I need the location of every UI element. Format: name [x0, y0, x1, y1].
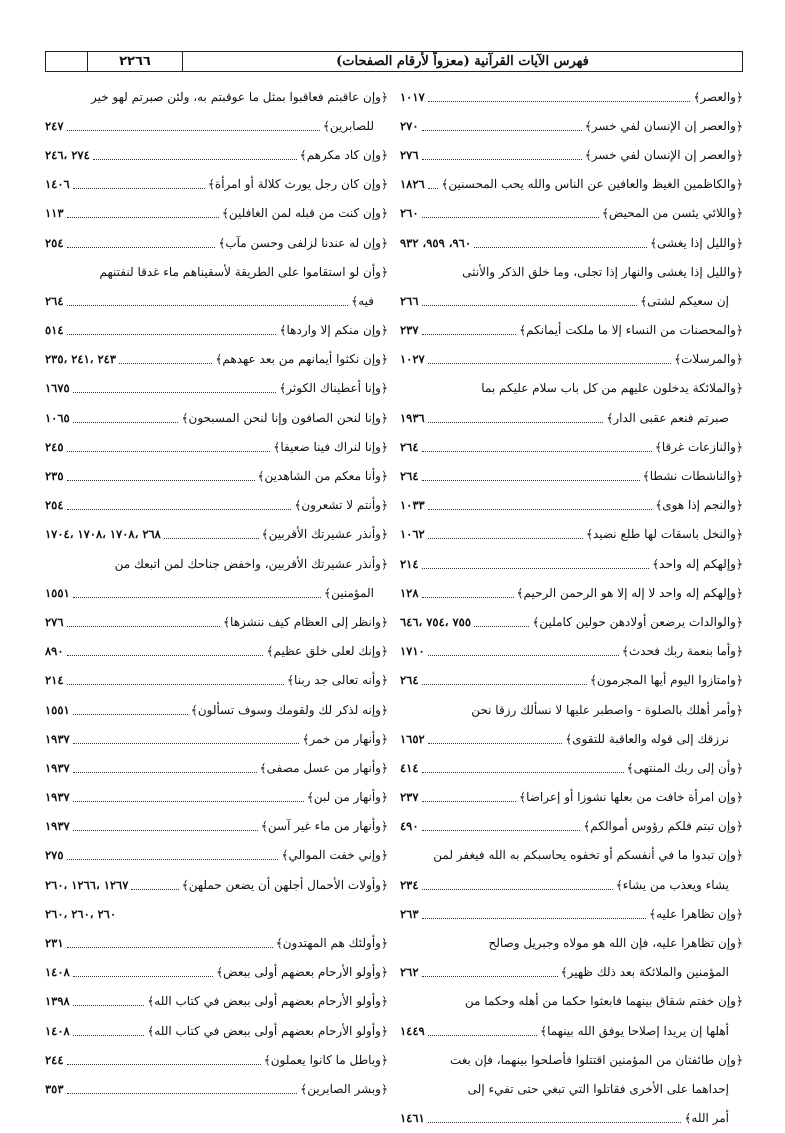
index-entry [45, 461, 388, 490]
index-entry [400, 316, 743, 345]
leader-dots [67, 333, 277, 335]
leader-dots [422, 450, 652, 452]
leader-dots [422, 479, 640, 481]
index-entry [400, 841, 743, 870]
page-reference: ١٠٣٣ [400, 498, 425, 513]
leader-dots [428, 1034, 537, 1036]
verse-text: ﴿وإن كان رجل يورث كلالة أو امرأة﴾ [207, 177, 388, 192]
verse-text: إحداهما على الأخرى فقاتلوا التي تبغي حتى تفيء إلى [467, 1081, 729, 1096]
page-reference: ٢٥٤ [45, 235, 64, 250]
leader-dots [428, 1121, 682, 1123]
verse-text: ﴿والنازعات غرقا﴾ [654, 439, 743, 454]
leader-dots [422, 304, 638, 306]
page-reference: ٢٧٥ [45, 848, 64, 863]
index-entry [400, 140, 743, 169]
index-entry [400, 374, 743, 403]
page-reference: ٩٦٠، ٩٥٩، ٩٣٢ [400, 235, 472, 250]
page-reference: ١٦٥٢ [400, 731, 425, 746]
index-entry [400, 783, 743, 812]
index-entry [400, 870, 743, 899]
index-column-right [400, 82, 743, 1133]
page-reference: ١٦٧٥ [45, 381, 70, 396]
leader-dots [428, 421, 604, 423]
page-reference: ٢٤٥ [45, 439, 64, 454]
index-entry [400, 520, 743, 549]
page-reference: ١٤٦١ [400, 1111, 425, 1126]
verse-text: ﴿وإن تبتم فلكم رؤوس أموالكم﴾ [583, 819, 743, 834]
page-reference: ١٠٢٧ [400, 352, 425, 367]
index-column-left [45, 82, 388, 1104]
index-entry [45, 1016, 388, 1045]
leader-dots [73, 421, 179, 423]
index-entry [45, 578, 388, 607]
verse-text: ﴿وباطل ما كانوا يعملون﴾ [263, 1052, 388, 1067]
page-title: فهرس الآيات القرآنية (معزواً لأرقام الصفحات) [336, 54, 589, 69]
index-entry [400, 286, 743, 315]
page-reference: ١٩٣٧ [45, 760, 70, 775]
page-reference: ٢١٤ [400, 556, 419, 571]
index-entry [400, 257, 743, 286]
page-reference: ٢٧٦ [400, 147, 419, 162]
index-entry [400, 958, 743, 987]
page-reference: ٢٤٣ ،٢٤١ ،٢٣٥ [45, 352, 117, 367]
verse-text: ﴿والنخل باسقات لها طلع نضيد﴾ [585, 527, 743, 542]
index-entry [45, 666, 388, 695]
page-reference: ٢٦٢ [400, 965, 419, 980]
verse-text: ﴿وإنه لذكر لك ولقومك وسوف تسألون﴾ [190, 702, 388, 717]
page-reference: ١٠١٧ [400, 89, 425, 104]
leader-dots [428, 654, 619, 656]
index-entry [400, 695, 743, 724]
index-entry [45, 549, 388, 578]
verse-text: ﴿والعصر إن الإنسان لفي خسر﴾ [584, 118, 743, 133]
leader-dots [422, 129, 582, 131]
verse-text: ﴿وإني خفت الموالي﴾ [281, 848, 388, 863]
page-reference: ٨٩٠ [45, 644, 64, 659]
index-entry [45, 783, 388, 812]
verse-text: ﴿وأولات الأحمال أجلهن أن يضعن حملهن﴾ [181, 877, 388, 892]
verse-text: ﴿وإن منكم إلا واردها﴾ [279, 323, 388, 338]
index-entry [400, 724, 743, 753]
index-entry [400, 228, 743, 257]
page-reference: ٢٤٧ [45, 118, 64, 133]
page-reference: ١٣٩٨ [45, 994, 70, 1009]
page-reference: ٢٧٠ [400, 118, 419, 133]
verse-text: ﴿وإن خفتم شقاق بينهما فابعثوا حكما من أهله وحكما من [464, 994, 743, 1009]
index-entry [45, 257, 388, 286]
leader-dots [422, 596, 514, 598]
verse-text: ﴿وإنا أعطيناك الكوثر﴾ [279, 381, 388, 396]
leader-dots [73, 187, 205, 189]
leader-dots [67, 1092, 298, 1094]
leader-dots [73, 596, 321, 598]
page-reference: ٢٣٥ [45, 469, 64, 484]
verse-text: ﴿وإنك لعلى خلق عظيم﴾ [266, 644, 388, 659]
verse-text: ﴿وأولو الأرحام بعضهم أولى ببعض﴾ [216, 965, 388, 980]
leader-dots [422, 216, 599, 218]
leader-dots [73, 391, 277, 393]
leader-dots [428, 508, 653, 510]
verse-text: ﴿والنجم إذا هوى﴾ [655, 498, 743, 513]
page-reference: ١٩٣٦ [400, 410, 425, 425]
verse-text: ﴿وأولو الأرحام بعضهم أولى ببعض في كتاب الله﴾ [147, 1023, 388, 1038]
leader-dots [428, 362, 671, 364]
verse-text: ﴿وأنذر عشيرتك الأقربين﴾ [261, 527, 388, 542]
verse-text: أمر الله﴾ [684, 1111, 729, 1126]
verse-text: ﴿وإلهكم إله واحد لا إله إلا هو الرحمن الرحيم﴾ [516, 585, 743, 600]
index-entry [45, 724, 388, 753]
index-entry [45, 286, 388, 315]
index-entry [45, 170, 388, 199]
index-entry [400, 199, 743, 228]
verse-text: ﴿وإن كاد مكرهم﴾ [299, 147, 388, 162]
page-reference: ٥١٤ [45, 323, 64, 338]
page-reference: ١٤٠٦ [45, 177, 70, 192]
verse-text: ﴿وأنا معكم من الشاهدين﴾ [257, 469, 388, 484]
verse-text: ﴿وأن إلى ربك المنتهى﴾ [626, 760, 743, 775]
leader-dots [67, 450, 271, 452]
page-reference: ٢٣٧ [400, 790, 419, 805]
index-entry [45, 870, 388, 899]
leader-dots [422, 333, 517, 335]
leader-dots [67, 216, 219, 218]
verse-text: المؤمنين والملائكة بعد ذلك ظهير﴾ [560, 965, 729, 980]
page-reference: ٣٥٣ [45, 1081, 64, 1096]
index-entry [400, 637, 743, 666]
verse-text: ﴿وأنذر عشيرتك الأقربين، واخفض جناحك لمن اتبعك من [114, 556, 388, 571]
leader-dots [422, 683, 587, 685]
verse-text: ﴿وإنا لنحن الصافون وإنا لنحن المسبحون﴾ [181, 410, 388, 425]
page-reference: ٢٥٤ [45, 498, 64, 513]
index-entry [45, 695, 388, 724]
verse-text: ﴿وإنا لنراك فينا ضعيفا﴾ [273, 439, 388, 454]
leader-dots [73, 1034, 145, 1036]
leader-dots [93, 158, 297, 160]
verse-text: ﴿وإن تظاهرا عليه، فإن الله هو مولاه وجبريل وصالح [488, 936, 743, 951]
page-reference: ٢٧٦ [45, 614, 64, 629]
page-reference: ٢١٤ [45, 673, 64, 688]
verse-text: إن سعيكم لشتى﴾ [640, 293, 729, 308]
page-header [45, 51, 743, 72]
page-reference: ١٢٦٧ ،١٢٦٦ ،٢٦٠ [45, 877, 129, 892]
verse-text: ﴿والناشطات نشطا﴾ [642, 469, 743, 484]
index-entry [400, 928, 743, 957]
index-entry [45, 607, 388, 636]
verse-text: ﴿وأنهار من عسل مصفى﴾ [259, 760, 388, 775]
index-entry [45, 987, 388, 1016]
page-reference: ٢٣٤ [400, 877, 419, 892]
index-entry [45, 199, 388, 228]
index-entry [45, 753, 388, 782]
index-entry [45, 316, 388, 345]
index-entry [400, 345, 743, 374]
leader-dots [422, 975, 558, 977]
leader-dots [131, 888, 178, 890]
leader-dots [67, 625, 220, 627]
verse-text: صبرتم فنعم عقبى الدار﴾ [606, 410, 729, 425]
index-entry [400, 491, 743, 520]
index-entry [45, 432, 388, 461]
page-reference: ٤١٤ [400, 760, 419, 775]
index-entry [45, 1045, 388, 1074]
index-entry [400, 899, 743, 928]
leader-dots [73, 742, 300, 744]
leader-dots [67, 858, 279, 860]
index-entry [400, 432, 743, 461]
index-entry [400, 1074, 743, 1103]
index-entry [400, 549, 743, 578]
index-entry [400, 666, 743, 695]
page-reference: ١٩٣٧ [45, 819, 70, 834]
verse-text: ﴿وإن تبدوا ما في أنفسكم أو تخفوه يحاسبكم به الله فيغفر لمن [433, 848, 743, 863]
leader-dots [119, 917, 385, 918]
verse-text: ﴿والليل إذا يغشى والنهار إذا تجلى، وما خلق الذكر والأنثى [462, 264, 743, 279]
index-entry [400, 607, 743, 636]
index-entry [45, 491, 388, 520]
page-reference: ٢٦٣ [400, 906, 419, 921]
verse-text: ﴿والليل إذا يغشى﴾ [649, 235, 743, 250]
verse-text: ﴿وإن عاقبتم فعاقبوا بمثل ما عوقبتم به، ولئن صبرتم لهو خير [90, 89, 388, 104]
verse-text: ﴿والمحصنات من النساء إلا ما ملكت أيمانكم﴾ [519, 323, 743, 338]
index-entry [45, 958, 388, 987]
page-reference: ٢٦٠ ،٢٦٠ ،٢٦٠ [45, 906, 117, 921]
verse-text: ﴿وأنهار من خمر﴾ [302, 731, 388, 746]
page-reference: ١٤٠٨ [45, 965, 70, 980]
index-entry [45, 812, 388, 841]
leader-dots [67, 683, 284, 685]
page-reference: ١٤٠٨ [45, 1023, 70, 1038]
verse-text: ﴿وإن طائفتان من المؤمنين اقتتلوا فأصلحوا بينهما، فإن بغت [449, 1052, 743, 1067]
verse-text: المؤمنين﴾ [324, 585, 374, 600]
verse-text: ﴿والعصر إن الإنسان لفي خسر﴾ [584, 147, 743, 162]
leader-dots [422, 771, 624, 773]
verse-text: ﴿وأولئك هم المهتدون﴾ [275, 936, 388, 951]
leader-dots [119, 362, 212, 364]
leader-dots [73, 829, 258, 831]
page-reference: ٢٦٤ [400, 469, 419, 484]
verse-text: ﴿وامتازوا اليوم أيها المجرمون﴾ [589, 673, 743, 688]
verse-text: ﴿والوالدات يرضعن أولادهن حولين كاملين﴾ [532, 614, 743, 629]
page-reference: ٤٩٠ [400, 819, 419, 834]
leader-dots [422, 800, 517, 802]
index-entry [400, 461, 743, 490]
index-entry [45, 140, 388, 169]
leader-dots [67, 246, 216, 248]
leader-dots [73, 975, 213, 977]
verse-text: ﴿وانظر إلى العظام كيف ننشزها﴾ [223, 614, 388, 629]
leader-dots [67, 479, 255, 481]
leader-dots [164, 537, 259, 539]
leader-dots [422, 567, 650, 569]
page-reference: ٢٦٦ [400, 293, 419, 308]
verse-text: ﴿وإلهكم إله واحد﴾ [652, 556, 743, 571]
header-blank-cell [46, 52, 87, 71]
leader-dots [428, 100, 691, 102]
leader-dots [67, 1063, 261, 1065]
leader-dots [474, 246, 647, 248]
leader-dots [428, 537, 583, 539]
verse-text: ﴿والملائكة يدخلون عليهم من كل باب سلام عليكم بما [481, 381, 743, 396]
page-reference: ١٥٥١ [45, 585, 70, 600]
page-reference: ١٠٦٥ [45, 410, 70, 425]
page-reference: ٢٦٠ [400, 206, 419, 221]
page-reference: ١٢٨ [400, 585, 419, 600]
leader-dots [422, 158, 582, 160]
page-reference: ١٠٦٢ [400, 527, 425, 542]
index-entry [45, 111, 388, 140]
leader-dots [422, 917, 647, 919]
page-reference: ١٩٣٧ [45, 790, 70, 805]
leader-dots [67, 654, 264, 656]
verse-text: ﴿وأنتم لا تشعرون﴾ [294, 498, 388, 513]
page-reference: ٢٣٧ [400, 323, 419, 338]
leader-dots [67, 946, 273, 948]
verse-text: ﴿وأنهار من لبن﴾ [306, 790, 388, 805]
index-entry [400, 578, 743, 607]
verse-text: ﴿وأولو الأرحام بعضهم أولى ببعض في كتاب الله﴾ [147, 994, 388, 1009]
leader-dots [67, 129, 320, 131]
page-reference: ١٨٢٦ [400, 177, 425, 192]
index-entry [400, 1016, 743, 1045]
index-entry [45, 637, 388, 666]
verse-text: ﴿وبشر الصابرين﴾ [300, 1081, 388, 1096]
verse-text: ﴿والعصر﴾ [693, 89, 743, 104]
index-entry [45, 228, 388, 257]
page-reference: ٢٦٤ [400, 673, 419, 688]
index-entry [400, 753, 743, 782]
page-reference: ١٩٣٧ [45, 731, 70, 746]
page-reference: ٧٥٥ ،٧٥٤ ،٦٤٦ [400, 614, 472, 629]
page-reference: ١٥٥١ [45, 702, 70, 717]
index-entry [400, 170, 743, 199]
leader-dots [73, 800, 304, 802]
leader-dots [422, 829, 581, 831]
verse-text: ﴿والكاظمين الغيظ والعافين عن الناس والله يحب المحسنين﴾ [441, 177, 743, 192]
page-reference: ١٧١٠ [400, 644, 425, 659]
index-entry [45, 899, 388, 928]
leader-dots [474, 625, 529, 627]
index-entry [45, 82, 388, 111]
verse-text: ﴿واللائي يئسن من المحيض﴾ [601, 206, 743, 221]
page-reference: ٢٦٤ [400, 439, 419, 454]
leader-dots [73, 1004, 145, 1006]
verse-text: نرزقك إلى قوله والعاقبة للتقوى﴾ [565, 731, 729, 746]
verse-text: ﴿والمرسلات﴾ [674, 352, 743, 367]
verse-text: ﴿وأما بنعمة ربك فحدث﴾ [621, 644, 743, 659]
verse-text: يشاء ويعذب من يشاء﴾ [615, 877, 729, 892]
verse-text: أهلها إن يريدا إصلاحا يوفق الله بينهما﴾ [540, 1023, 729, 1038]
leader-dots [73, 713, 188, 715]
index-entry [400, 812, 743, 841]
page-reference: ٢٦٤ [45, 293, 64, 308]
page-reference: ١٤٤٩ [400, 1023, 425, 1038]
leader-dots [67, 508, 292, 510]
verse-text: ﴿وأن لو استقاموا على الطريقة لأسقيناهم ماء غدقا لنفتنهم [99, 264, 388, 279]
leader-dots [73, 771, 257, 773]
verse-text: ﴿وإن نكثوا أيمانهم من بعد عهدهم﴾ [215, 352, 388, 367]
index-entry [45, 841, 388, 870]
verse-text: فيه﴾ [351, 293, 374, 308]
index-entry [400, 82, 743, 111]
index-entry [400, 111, 743, 140]
page-reference: ٢٤٤ [45, 1052, 64, 1067]
verse-text: ﴿وأنهار من ماء غير آسن﴾ [260, 819, 388, 834]
verse-text: ﴿وإن امرأة خافت من بعلها نشوزا أو إعراضا﴾ [519, 790, 743, 805]
page-reference: ١١٣ [45, 206, 64, 221]
verse-text: ﴿وأمر أهلك بالصلوة - واصطبر عليها لا نسألك رزقا نحن [471, 702, 743, 717]
index-entry [400, 1104, 743, 1133]
verse-text: للصابرين﴾ [322, 118, 374, 133]
index-entry [45, 345, 388, 374]
index-entry [400, 987, 743, 1016]
page-reference: ٢٣١ [45, 936, 64, 951]
index-entry [45, 403, 388, 432]
page-number: ٢٢٦٦ [87, 52, 183, 71]
verse-text: ﴿وإن تظاهرا عليه﴾ [649, 906, 743, 921]
page-reference: ٢٦٨ ،١٧٠٨ ،١٧٠٨ ،١٧٠٤ [45, 527, 161, 542]
leader-dots [428, 742, 562, 744]
index-entry [45, 520, 388, 549]
index-entry [45, 374, 388, 403]
index-entry [400, 1045, 743, 1074]
page-reference: ٢٧٤ ،٢٤٦ [45, 147, 90, 162]
index-entry [400, 403, 743, 432]
verse-text: ﴿وأنه تعالى جد ربنا﴾ [287, 673, 388, 688]
index-entry [45, 1074, 388, 1103]
index-entry [45, 928, 388, 957]
verse-text: ﴿وإن له عندنا لزلفى وحسن مآب﴾ [218, 235, 388, 250]
leader-dots [422, 888, 613, 890]
leader-dots [67, 304, 349, 306]
leader-dots [428, 187, 439, 189]
verse-text: ﴿وإن كنت من قبله لمن الغافلين﴾ [221, 206, 388, 221]
